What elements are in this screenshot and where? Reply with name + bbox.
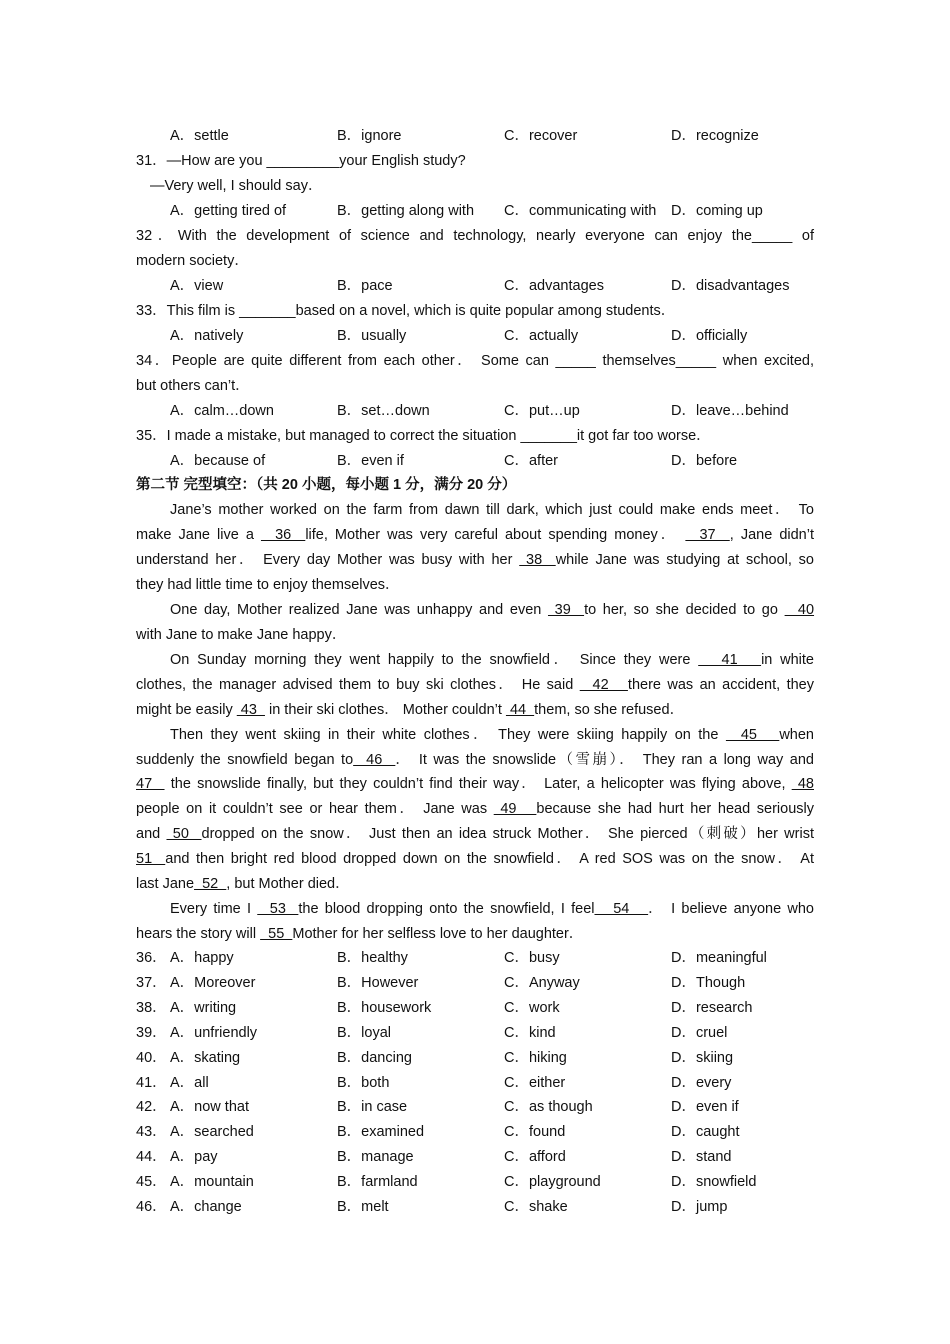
option-d: D．research	[671, 999, 753, 1016]
answer-row	[136, 1171, 814, 1193]
option-b: B．getting along with	[337, 203, 475, 219]
option-b: B．examined	[337, 1124, 425, 1141]
passage-text: life, Mother was very careful about spending money．	[305, 526, 686, 543]
option-a: A．Moreover	[170, 974, 256, 991]
answer-row	[136, 1146, 814, 1168]
passage-line	[136, 574, 814, 596]
passage-text: suddenly the snowfield began to	[136, 751, 354, 768]
passage-line	[170, 898, 814, 920]
option-a: A．calm…down	[170, 403, 274, 419]
blank: 39	[547, 601, 585, 618]
section-heading: 第二节 完型填空：（共 20 小题，每小题 1 分，满分 20 分）	[136, 477, 517, 493]
blank: 48	[791, 776, 814, 793]
option-c: C．hiking	[504, 1049, 567, 1066]
blank: 36	[260, 526, 306, 543]
option-c: C．work	[504, 999, 560, 1016]
passage-text: in their ski clothes． Mother couldn’t	[264, 701, 506, 718]
option-a: A．now that	[170, 1099, 249, 1116]
passage-text: and then bright red blood dropped down on the snowfield． A red SOS was on the snow． At	[165, 851, 814, 868]
passage-text: , but Mother died．	[226, 876, 350, 893]
option-b: B．However	[337, 974, 419, 991]
q34-options	[136, 400, 814, 422]
q33-options	[136, 325, 814, 347]
option-a: A．searched	[170, 1124, 254, 1141]
question-number: 45．	[136, 1174, 167, 1191]
blank: 55	[260, 926, 293, 943]
q32-stem-cont: modern society．	[136, 253, 249, 269]
passage-text: ． I believe anyone who	[648, 901, 814, 918]
passage-line	[170, 499, 814, 521]
q31-reply: —Very well, I should say．	[150, 178, 323, 194]
question-number: 44．	[136, 1149, 167, 1166]
option-b: B．pace	[337, 278, 393, 294]
option-d: D．meaningful	[671, 950, 767, 966]
passage-text: Mother for her selfless love to her daughter．	[292, 926, 584, 943]
q31-options	[136, 200, 814, 222]
answer-row	[136, 997, 814, 1019]
option-d: D．Though	[671, 974, 746, 991]
q35-stem: 35．I made a mistake, but managed to correct the situation _______it got far too worse．	[136, 428, 711, 444]
option-b: B．healthy	[337, 950, 408, 966]
blank: 46	[353, 751, 396, 768]
blank: 42	[579, 676, 628, 693]
option-a: A．because of	[170, 453, 266, 469]
option-d: D．every	[671, 1074, 732, 1091]
option-a: A．view	[170, 278, 224, 294]
option-a: A．change	[170, 1199, 242, 1215]
passage-text: when	[779, 726, 814, 743]
option-a: A．happy	[170, 950, 234, 966]
blank: 43	[236, 701, 265, 718]
option-b: B．farmland	[337, 1174, 418, 1191]
question-number: 43．	[136, 1124, 167, 1141]
blank: 49	[493, 801, 537, 818]
passage-text: hears the story will	[136, 926, 261, 943]
option-b: B．manage	[337, 1149, 414, 1166]
passage-text: Jane’s mother worked on the farm from dawn till dark, which just could make ends meet． To	[170, 502, 814, 518]
answer-row	[136, 1022, 814, 1044]
option-d: D．snowfield	[671, 1174, 757, 1191]
option-d: D．skiing	[671, 1049, 734, 1066]
passage-text: to her, so she decided to go	[584, 601, 785, 618]
blank: 41	[698, 651, 762, 668]
passage-text: make Jane live a	[136, 526, 261, 543]
passage-text: On Sunday morning they went happily to the snowfield． Since they were	[170, 651, 699, 668]
passage-line	[136, 624, 814, 646]
question-number: 38．	[136, 999, 167, 1016]
option-c: C．communicating with	[504, 203, 657, 219]
passage-line	[136, 773, 814, 795]
q31-stem: 31．—How are you _________your English study?	[136, 153, 466, 169]
q32-options	[136, 275, 814, 297]
passage-text: because she had hurt her head seriously	[536, 801, 814, 818]
option-c: C．shake	[504, 1199, 568, 1215]
passage-text: the blood dropping onto the snowfield, I feel	[298, 901, 595, 918]
passage-line	[170, 724, 814, 746]
passage-text: One day, Mother realized Jane was unhappy and even	[170, 601, 548, 618]
q34-stem-cont: but others can’t．	[136, 378, 250, 394]
passage-text: they had little time to enjoy themselves．	[136, 576, 400, 593]
option-d: D．jump	[671, 1199, 728, 1215]
answer-row	[136, 1072, 814, 1094]
option-c: C．kind	[504, 1024, 556, 1041]
option-a: A．skating	[170, 1049, 241, 1066]
q34-stem: 34．People are quite different from each other． Some can _____ themselves_____ when excited,	[136, 353, 814, 369]
passage-line	[136, 873, 814, 895]
passage-text: , Jane didn’t	[729, 526, 814, 543]
passage-line	[136, 549, 814, 571]
blank: 38	[519, 551, 556, 568]
question-number: 36．	[136, 950, 167, 966]
passage-line	[136, 848, 814, 870]
option-c: C．afford	[504, 1149, 566, 1166]
option-b: B．melt	[337, 1199, 389, 1215]
option-c: C．after	[504, 453, 558, 469]
q35-options	[136, 450, 814, 472]
option-d: D．before	[671, 453, 738, 469]
passage-text: and	[136, 826, 167, 843]
option-b: B．dancing	[337, 1049, 412, 1066]
option-c: C．advantages	[504, 278, 604, 294]
blank: 37	[685, 526, 730, 543]
answer-row	[136, 1121, 814, 1143]
option-b: B．even if	[337, 453, 404, 469]
option-a: A．getting tired of	[170, 203, 287, 219]
answer-row	[136, 947, 814, 969]
passage-text: the snowslide finally, but they couldn’t find their way． Later, a helicopter was flying above,	[164, 776, 792, 793]
option-c: C．as though	[504, 1099, 593, 1116]
passage-line	[136, 524, 814, 546]
question-number: 42．	[136, 1099, 167, 1116]
passage-line	[136, 749, 814, 771]
option-c: C．Anyway	[504, 974, 580, 991]
passage-line	[136, 823, 814, 845]
option-c: C．found	[504, 1124, 566, 1141]
question-number: 37．	[136, 974, 167, 991]
question-number: 46．	[136, 1199, 167, 1215]
blank: 54	[594, 901, 649, 918]
passage-line	[136, 699, 814, 721]
option-d: D．even if	[671, 1099, 739, 1116]
passage-text: dropped on the snow． Just then an idea struck Mother． She pierced（刺破）her wrist	[201, 826, 814, 843]
option-c: C．busy	[504, 950, 560, 966]
option-a: A．all	[170, 1074, 209, 1091]
option-b: B．loyal	[337, 1024, 391, 1041]
passage-text: with Jane to make Jane happy．	[136, 626, 347, 643]
passage-line	[136, 798, 814, 820]
answer-row	[136, 1096, 814, 1118]
passage-text: clothes, the manager advised them to buy ski clothes． He said	[136, 676, 580, 693]
answer-row	[136, 1047, 814, 1069]
passage-line	[136, 923, 814, 945]
passage-text: in white	[761, 651, 814, 668]
passage-text: last Jane	[136, 876, 195, 893]
blank: 45	[725, 726, 780, 743]
blank: 47	[136, 776, 165, 793]
option-b: B．set…down	[337, 403, 430, 419]
option-d: D．cruel	[671, 1024, 728, 1041]
q33-stem: 33．This film is _______based on a novel, which is quite popular among students．	[136, 303, 676, 319]
passage-text: people on it couldn’t see or hear them． Jane was	[136, 801, 494, 818]
question-number: 39．	[136, 1024, 167, 1041]
passage-line	[136, 674, 814, 696]
passage-text: understand her． Every day Mother was busy with her	[136, 551, 520, 568]
question-number: 41．	[136, 1074, 167, 1091]
blank: 53	[257, 901, 299, 918]
option-b: B．ignore	[337, 128, 402, 144]
blank: 52	[194, 876, 227, 893]
option-a: A．natively	[170, 328, 244, 344]
passage-text: ． It was the snowslide（雪崩）． They ran a long way and	[395, 751, 814, 768]
option-d: D．recognize	[671, 128, 759, 144]
option-d: D．disadvantages	[671, 278, 790, 294]
option-c: C．actually	[504, 328, 579, 344]
q30-options	[136, 125, 814, 147]
passage-text: them, so she refused．	[534, 701, 685, 718]
passage-text: might be easily	[136, 701, 237, 718]
blank: 44	[505, 701, 535, 718]
blank: 50	[166, 826, 202, 843]
option-a: A．mountain	[170, 1174, 254, 1191]
blank: 51	[136, 851, 166, 868]
option-d: D．officially	[671, 328, 748, 344]
passage-text: Then they went skiing in their white clothes． They were skiing happily on the	[170, 726, 726, 743]
option-d: D．caught	[671, 1124, 740, 1141]
option-b: B．housework	[337, 999, 432, 1016]
option-a: A．pay	[170, 1149, 218, 1166]
option-c: C．recover	[504, 128, 578, 144]
answer-row	[136, 1196, 814, 1218]
option-c: C．put…up	[504, 403, 580, 419]
passage-text: while Jane was studying at school, so	[555, 551, 814, 568]
option-a: A．writing	[170, 999, 237, 1016]
option-d: D．leave…behind	[671, 403, 789, 419]
q32-stem: 32．With the development of science and technology, nearly everyone can enjoy the_____ of	[136, 228, 814, 244]
option-a: A．unfriendly	[170, 1024, 258, 1041]
passage-text: there was an accident, they	[627, 676, 814, 693]
answer-row	[136, 972, 814, 994]
blank: 40	[784, 601, 815, 618]
option-b: B．in case	[337, 1099, 408, 1116]
passage-line	[170, 649, 814, 671]
question-number: 40．	[136, 1049, 167, 1066]
passage-text: Every time I	[170, 901, 258, 918]
option-b: B．usually	[337, 328, 407, 344]
passage-line	[170, 599, 814, 621]
option-d: D．coming up	[671, 203, 763, 219]
option-c: C．playground	[504, 1174, 601, 1191]
option-a: A．settle	[170, 128, 229, 144]
option-d: D．stand	[671, 1149, 732, 1166]
option-b: B．both	[337, 1074, 390, 1091]
option-c: C．either	[504, 1074, 566, 1091]
